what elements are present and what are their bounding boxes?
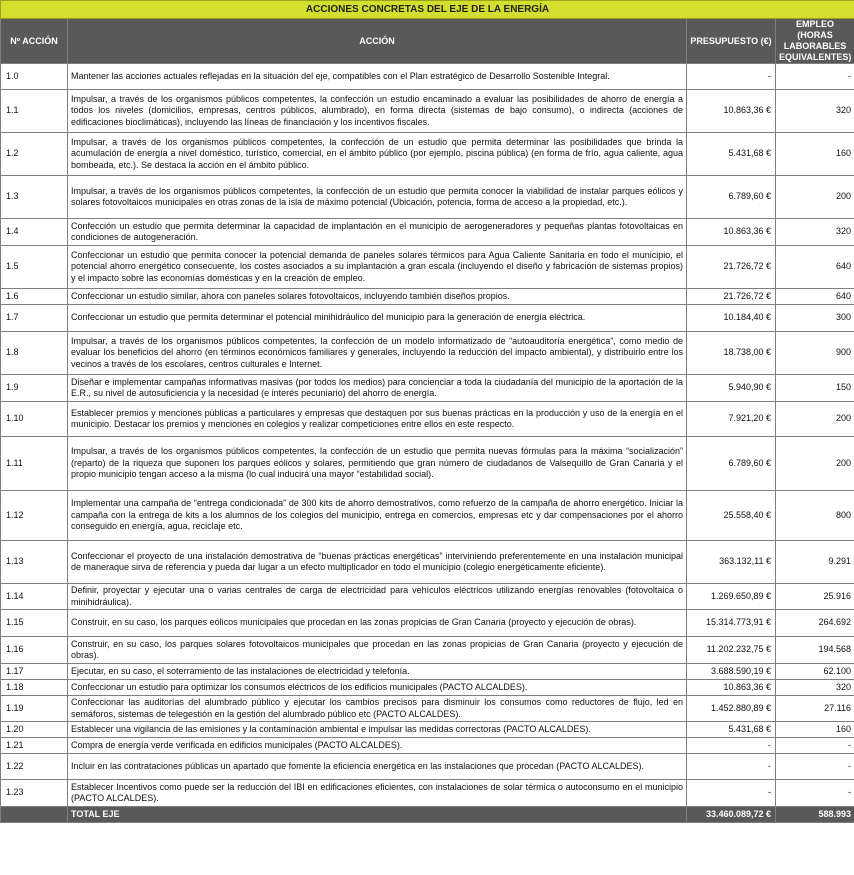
table-row xyxy=(1,176,854,219)
table-row xyxy=(1,722,854,738)
action-employment: 150 xyxy=(776,375,854,402)
action-text: Confeccionar un estudio que permita determinar el potencial minihidráulico del municipio para la generación de energía eléctrica. xyxy=(68,305,687,332)
table-row xyxy=(1,305,854,332)
action-number: 1.9 xyxy=(1,375,68,402)
action-employment: 800 xyxy=(776,491,854,541)
action-employment: 264.692 xyxy=(776,610,854,637)
action-budget: - xyxy=(687,64,776,90)
action-text: Impulsar, a través de los organismos públicos competentes, la confección de un estudio que permita nuevas fórmulas para la máxima “socialización” (reparto) de la riqueza que suponen los parques eólicos y solares, permitiendo que gran número de ciudadanos de Valsequillo de Gran Canaria y el propio municipio tengan acceso a la misma (lo cual inducirá una mayor “estabilidad social). xyxy=(68,437,687,491)
table-row xyxy=(1,780,854,807)
action-budget: 10.863,36 € xyxy=(687,90,776,133)
table-row xyxy=(1,219,854,246)
table-row xyxy=(1,402,854,437)
action-employment: 160 xyxy=(776,722,854,738)
action-text: Confeccionar el proyecto de una instalación demostrativa de “buenas prácticas energéticas” interviniendo preferentemente en una instalación municipal de maneraque sirva de referencia y pueda dar lugar a un efecto multiplicador en todo el municipio (colegio energéticamente eficiente). xyxy=(68,541,687,584)
action-text: Construir, en su caso, los parques solares fotovoltaicos municipales que procedan en las zonas propicias de Gran Canaria (proyecto y ejecución de obras). xyxy=(68,637,687,664)
action-budget: 5.431,68 € xyxy=(687,722,776,738)
action-employment: 62.100 xyxy=(776,664,854,680)
action-employment: - xyxy=(776,780,854,807)
action-budget: - xyxy=(687,738,776,754)
action-number: 1.12 xyxy=(1,491,68,541)
action-text: Incluir en las contrataciones públicas un apartado que fomente la eficiencia energética en las instalaciones que procedan (PACTO ALCALDES). xyxy=(68,754,687,780)
action-employment: 200 xyxy=(776,402,854,437)
action-budget: 6.789,60 € xyxy=(687,437,776,491)
action-budget: 7.921,20 € xyxy=(687,402,776,437)
action-text: Impulsar, a través de los organismos públicos competentes, la confección de un estudio que permita determinar las posibilidades que brinda la acumulación de energía a nivel doméstico, turístico, comercial, en el ámbito público (por ejemplo, piscina pública) (en forma de frío, agua caliente, agua bombeada, etc.). Se destaca la acción en el ámbito público. xyxy=(68,133,687,176)
action-text: Construir, en su caso, los parques eólicos municipales que procedan en las zonas propicias de Gran Canaria (proyecto y ejecución de obras). xyxy=(68,610,687,637)
action-number: 1.17 xyxy=(1,664,68,680)
header-row xyxy=(1,19,854,64)
action-number: 1.16 xyxy=(1,637,68,664)
action-text: Definir, proyectar y ejecutar una o varias centrales de carga de electricidad para vehículos eléctricos utilizando energías renovables (fotovoltaica o minihidráulica). xyxy=(68,584,687,610)
action-text: Confeccionar las auditorías del alumbrado público y ejecutar los cambios precisos para disminuir los consumos como reductores de flujo, led en semáforos, sistemas de telegestión en la gestión del alumbrado público etc (PACTO ALCALDES). xyxy=(68,696,687,722)
total-num xyxy=(1,807,68,823)
action-employment: 320 xyxy=(776,90,854,133)
action-text: Mantener las acciones actuales reflejadas en la situación del eje, compatibles con el Plan estratégico de Desarrollo Sostenible Integral. xyxy=(68,64,687,90)
action-number: 1.14 xyxy=(1,584,68,610)
action-employment: - xyxy=(776,738,854,754)
action-budget: 5.431,68 € xyxy=(687,133,776,176)
action-number: 1.6 xyxy=(1,289,68,305)
table-row xyxy=(1,246,854,289)
total-budget: 33.460.089,72 € xyxy=(687,807,776,823)
table-row xyxy=(1,289,854,305)
action-employment: 25.916 xyxy=(776,584,854,610)
action-budget: - xyxy=(687,754,776,780)
action-budget: 18.738,00 € xyxy=(687,332,776,375)
action-budget: 21.726,72 € xyxy=(687,246,776,289)
action-text: Confeccionar un estudio que permita conocer la potencial demanda de paneles solares térmicos para Agua Caliente Sanitaria en todo el municipio, el potencial ahorro energético consecuente, los costes asociados a su implantación a gran escala (incluyendo el diseño y fabricación de sistemas propios) y el impacto sobre las economías domésticas y en la creación de empleo. xyxy=(68,246,687,289)
action-budget: 6.789,60 € xyxy=(687,176,776,219)
action-number: 1.22 xyxy=(1,754,68,780)
action-number: 1.7 xyxy=(1,305,68,332)
action-budget: - xyxy=(687,780,776,807)
action-employment: 194.568 xyxy=(776,637,854,664)
action-budget: 15.314.773,91 € xyxy=(687,610,776,637)
table-row xyxy=(1,696,854,722)
action-text: Impulsar, a través de los organismos públicos competentes, la confección un estudio encaminado a evaluar las posibilidades de ahorro de energía a todos los niveles (domicilios, empresas, centros públicos, alumbrado), en forma directa (sistemas de bajo consumo), o indirecta (acciones de edificaciones bioclimáticas), incluyendo las líneas de financiación y los incentivos fiscales. xyxy=(68,90,687,133)
action-number: 1.0 xyxy=(1,64,68,90)
table-row xyxy=(1,90,854,133)
header-num: Nº ACCIÓN xyxy=(1,19,68,64)
total-label: TOTAL EJE xyxy=(68,807,687,823)
action-employment: 640 xyxy=(776,246,854,289)
action-number: 1.1 xyxy=(1,90,68,133)
action-budget: 363.132,11 € xyxy=(687,541,776,584)
action-budget: 3.688.590,19 € xyxy=(687,664,776,680)
header-action: ACCIÓN xyxy=(68,19,687,64)
action-employment: 160 xyxy=(776,133,854,176)
action-text: Compra de energía verde verificada en edificios municipales (PACTO ALCALDES). xyxy=(68,738,687,754)
action-employment: 200 xyxy=(776,176,854,219)
table-row xyxy=(1,375,854,402)
action-budget: 21.726,72 € xyxy=(687,289,776,305)
action-number: 1.13 xyxy=(1,541,68,584)
action-employment: - xyxy=(776,64,854,90)
table-row xyxy=(1,664,854,680)
action-budget: 1.452.880,89 € xyxy=(687,696,776,722)
action-text: Confección un estudio que permita determinar la capacidad de implantación en el municipio de aerogeneradores y pequeñas plantas fotovoltaicas en condiciones de autogeneración. xyxy=(68,219,687,246)
action-budget: 1.269.650,89 € xyxy=(687,584,776,610)
action-number: 1.11 xyxy=(1,437,68,491)
table-row xyxy=(1,437,854,491)
action-budget: 10.863,36 € xyxy=(687,219,776,246)
action-employment: 320 xyxy=(776,680,854,696)
action-text: Impulsar, a través de los organismos públicos competentes, la confección de un modelo informatizado de “autoauditoría energética”, como medio de evaluar los beneficios del ahorro (en términos económicos familiares y generales, incluyendo la reducción del impacto ambiental), y distribuirlo entre los vecinos a través de los escolares, centros culturales e Internet. xyxy=(68,332,687,375)
action-employment: 900 xyxy=(776,332,854,375)
action-employment: - xyxy=(776,754,854,780)
action-budget: 10.863,36 € xyxy=(687,680,776,696)
action-employment: 300 xyxy=(776,305,854,332)
action-number: 1.2 xyxy=(1,133,68,176)
action-budget: 5.940,90 € xyxy=(687,375,776,402)
table-title-row xyxy=(1,1,854,19)
table-row xyxy=(1,541,854,584)
action-employment: 640 xyxy=(776,289,854,305)
action-number: 1.4 xyxy=(1,219,68,246)
action-text: Establecer Incentivos como puede ser la reducción del IBI en edificaciones eficientes, con instalaciones de solar térmica o autoconsumo en el municipio (PACTO ALCALDES). xyxy=(68,780,687,807)
action-text: Establecer premios y menciones públicas a particulares y empresas que destaquen por sus buenas prácticas en la producción y uso de la energía en el municipio. Destacar los premios y menciones en colegios y realizar competiciones entre ellos en este respecto. xyxy=(68,402,687,437)
table-row xyxy=(1,637,854,664)
table-row xyxy=(1,64,854,90)
action-employment: 320 xyxy=(776,219,854,246)
table-row xyxy=(1,133,854,176)
action-number: 1.5 xyxy=(1,246,68,289)
action-text: Implementar una campaña de “entrega condicionada” de 300 kits de ahorro demostrativos, como refuerzo de la campaña de ahorro energético. Iniciar la campaña con la entrega de kits a los alumnos de los colegios del municipio, entrega en comercios, empresas etc y dar compensaciones por el ahorro conseguido en energía, agua, reciclaje etc. xyxy=(68,491,687,541)
table-row xyxy=(1,332,854,375)
header-budget: PRESUPUESTO (€) xyxy=(687,19,776,64)
table-row xyxy=(1,610,854,637)
action-number: 1.10 xyxy=(1,402,68,437)
action-number: 1.8 xyxy=(1,332,68,375)
table-row xyxy=(1,491,854,541)
total-row xyxy=(1,807,854,823)
action-budget: 11.202.232,75 € xyxy=(687,637,776,664)
action-text: Impulsar, a través de los organismos públicos competentes, la confección de un estudio que permita conocer la viabilidad de instalar parques eólicos y solares fotovoltaicos municipales en otras zonas de la isla de máximo potencial (Ubicación, potencia, forma de acceso a la propiedad, etc.). xyxy=(68,176,687,219)
action-number: 1.18 xyxy=(1,680,68,696)
action-employment: 27.116 xyxy=(776,696,854,722)
action-text: Establecer una vigilancia de las emisiones y la contaminación ambiental e impulsar las medidas correctoras (PACTO ALCALDES). xyxy=(68,722,687,738)
table-row xyxy=(1,584,854,610)
action-number: 1.21 xyxy=(1,738,68,754)
action-text: Diseñar e implementar campañas informativas masivas (por todos los medios) para concienciar a toda la ciudadanía del municipio de la aportación de la E.R., su nivel de autosuficiencia y la necesidad (e interés pecuniario) del ahorro de energía. xyxy=(68,375,687,402)
table-row xyxy=(1,754,854,780)
action-text: Ejecutar, en su caso, el soterramiento de las instalaciones de electricidad y telefonía. xyxy=(68,664,687,680)
action-text: Confeccionar un estudio para optimizar los consumos eléctricos de los edificios municipales (PACTO ALCALDES). xyxy=(68,680,687,696)
action-budget: 10.184,40 € xyxy=(687,305,776,332)
action-employment: 9.291 xyxy=(776,541,854,584)
action-number: 1.23 xyxy=(1,780,68,807)
action-number: 1.3 xyxy=(1,176,68,219)
action-text: Confeccionar un estudio similar, ahora con paneles solares fotovoltaicos, incluyendo también diseños propios. xyxy=(68,289,687,305)
action-number: 1.19 xyxy=(1,696,68,722)
total-employment: 588.993 xyxy=(776,807,854,823)
table-row xyxy=(1,738,854,754)
action-employment: 200 xyxy=(776,437,854,491)
table-title: ACCIONES CONCRETAS DEL EJE DE LA ENERGÍA xyxy=(1,1,854,19)
table-row xyxy=(1,680,854,696)
header-employment: EMPLEO (HORAS LABORABLES EQUIVALENTES) xyxy=(776,19,854,64)
action-number: 1.20 xyxy=(1,722,68,738)
action-number: 1.15 xyxy=(1,610,68,637)
action-budget: 25.558,40 € xyxy=(687,491,776,541)
